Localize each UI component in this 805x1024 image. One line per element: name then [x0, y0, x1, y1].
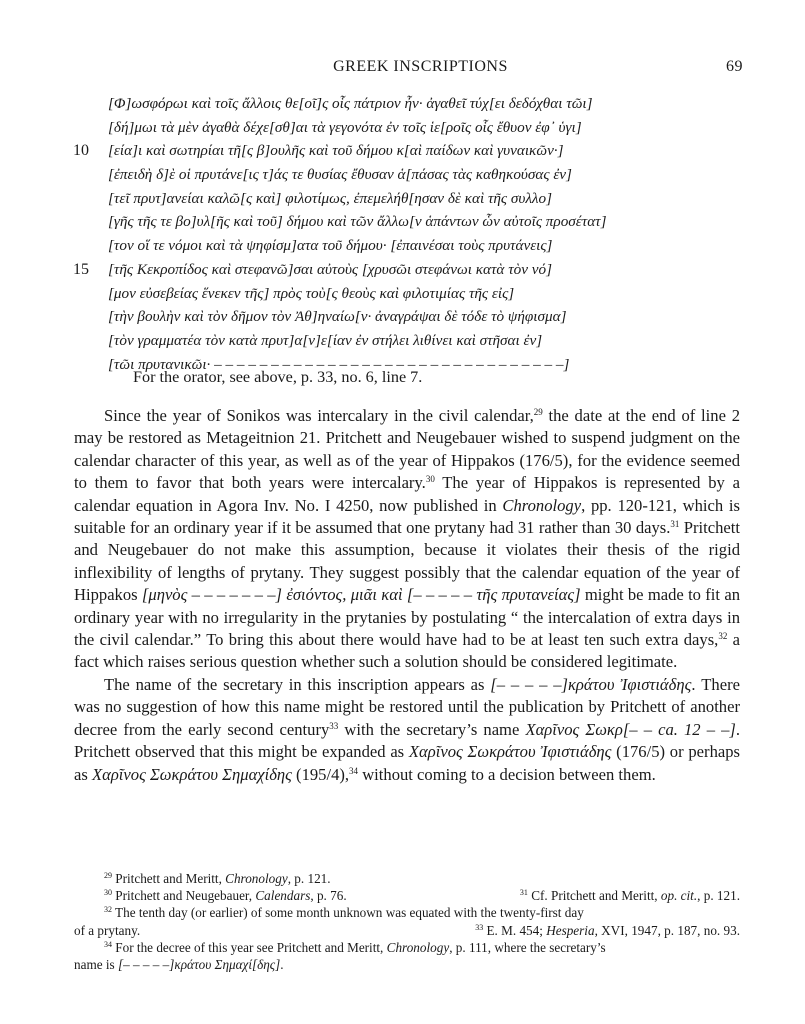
greek-name-option-1: Χαρῖνος Σωκράτου Ἰφιστιάδης	[408, 742, 612, 762]
inscription-line-text: [τον οἵ τε νόμοι καὶ τὰ ψηφίσμ]ατα τοῦ δήμου· [ἐπαινέσαι τοὺς πρυτάνεις]	[108, 237, 553, 255]
fn29-post: , p. 121.	[287, 871, 331, 886]
p2-text-6: (195/4),	[291, 764, 350, 784]
footnote-ref-30: 30	[425, 474, 435, 485]
line-number: 10	[73, 142, 89, 160]
fn33-italic: Hesperia	[546, 922, 595, 938]
inscription-line-text: [ἐπειδὴ δ]ὲ οἱ πρυτάνε[ις τ]άς τε θυσίας ἔθυσαν ἁ[πάσας τὰς καθηκούσας ἐν]	[108, 166, 572, 184]
inscription-line	[0, 189, 805, 213]
fn30-post: , p. 76.	[310, 888, 347, 904]
inscription-line-text: [δή]μωι τὰ μὲν ἀγαθὰ δέχε[σθ]αι τὰ γεγονότα ἐν τοῖς ἱε[ροῖς οἷς ἔθυον ἐφ᾽ ὑγι]	[108, 118, 582, 136]
inscription-line-text: [μον εὐσεβείας ἕνεκεν τῆς] πρὸς τοὺ[ς θεοὺς καὶ φιλοτιμίας τῆς εἰς]	[108, 284, 515, 302]
fn32-line2: of a prytany.	[74, 922, 141, 938]
fn34-greek: [– – – – –]κράτου Σημαχί[δης]	[117, 957, 281, 973]
footnote-29	[74, 870, 740, 887]
fn30-italic: Calendars	[255, 888, 311, 904]
footnote-33	[475, 922, 740, 939]
p2-text-4: . Pritchett observed that this might be expanded as	[74, 719, 740, 762]
fn31-post: , p. 121.	[697, 888, 740, 904]
body-text	[74, 405, 740, 786]
fn32-num: 32	[104, 905, 112, 915]
inscription-line-text: [τῆς Κεκροπίδος καὶ στεφανῶ]σαι αὐτοὺς [χρυσῶι στεφάνωι κατὰ τὸν νό]	[108, 260, 553, 278]
greek-secretary-name: [– – – – –]κράτου Ἰφιστιάδης	[490, 674, 692, 694]
fn30-pre: Pritchett and Neugebauer,	[112, 888, 256, 904]
paragraph-2	[74, 674, 740, 786]
fn33-num: 33	[475, 922, 484, 932]
inscription-line	[0, 94, 805, 118]
p2-text-3: with the secretary’s name	[338, 719, 526, 739]
header-title: GREEK INSCRIPTIONS	[333, 58, 508, 75]
fn31-pre: Cf. Pritchett and Meritt,	[527, 888, 661, 904]
chronology-title: Chronology	[502, 495, 582, 515]
inscription-line	[0, 331, 805, 355]
line-number: 15	[73, 260, 89, 278]
inscription-line	[0, 307, 805, 331]
paragraph-1	[74, 405, 740, 674]
p2-text-5: (176/5) or perhaps as	[74, 742, 740, 784]
footnote-ref-31: 31	[670, 519, 680, 530]
inscription-line-text: [εία]ι καὶ σωτηρίαι τῆ[ς β]ουλῆς καὶ τοῦ δήμου κ[αὶ παίδων καὶ γυναικῶν·]	[108, 142, 564, 160]
p1-text-7: a fact which raises serious question whether such a solution should be considered legitimate.	[74, 630, 740, 672]
p2-text-7: without coming to a decision between them.	[358, 764, 656, 784]
footnote-32	[74, 904, 740, 921]
greek-name-fragment: Χαρῖνος Σωκρ[– – ca. 12 – –]	[525, 719, 736, 739]
fn34-num: 34	[104, 939, 112, 949]
fn29-num: 29	[104, 871, 112, 880]
fn33-post: , XVI, 1947, p. 187, no. 93.	[594, 922, 740, 938]
greek-name-option-2: Χαρῖνος Σωκράτου Σημαχίδης	[91, 764, 292, 784]
inscription-line-text: [τῶι πρυτανικῶι· – – – – – – – – – – – – – – – – – – – – – – – – – – – – – – –]	[108, 355, 570, 373]
inscription-line-text: [τὸν γραμματέα τὸν κατὰ πρυτ]α[ν]ε[ίαν ἐν στήλει λιθίνει καὶ στῆσαι ἐν]	[108, 331, 543, 349]
footnote-30	[104, 887, 347, 904]
fn34-line1b: , p. 111, where the secretary’s	[449, 939, 606, 955]
fn32-line1: The tenth day (or earlier) of some month unknown was equated with the twenty-first day	[112, 905, 584, 921]
fn30-num: 30	[104, 888, 112, 898]
inscription-line-text: [τὴν βουλὴν καὶ τὸν δῆμον τὸν Ἀθ]ηναίω[ν· ἀναγράψαι δὲ τόδε τὸ ψήφισμα]	[108, 308, 567, 326]
p1-text-1: Since the year of Sonikos was intercalary in the civil calendar,	[104, 406, 534, 425]
p2-text-1: The name of the secretary in this inscription appears as	[104, 674, 491, 694]
footnotes	[74, 870, 740, 973]
fn29-italic: Chronology	[225, 871, 288, 886]
footnote-ref-34: 34	[349, 765, 359, 776]
p1-text-4: , pp. 120-121, which is suitable for an ordinary year if it be assumed that one prytany had 31 rather than 30 days.	[74, 495, 740, 538]
orator-note: For the orator, see above, p. 33, no. 6, line 7.	[133, 368, 423, 386]
fn31-num: 31	[519, 888, 528, 898]
greek-calendar-equation: [μηνὸς – – – – – – –] ἐσιόντος, μιᾶι καὶ [– – – – – τῆς πρυτανείας]	[141, 585, 581, 605]
footnote-ref-33: 33	[329, 720, 339, 731]
inscription-line-text: [γῆς τῆς τε βο]υλ[ῆς καὶ τοῦ] δήμου καὶ τῶν ἄλλω[ν ἁπάντων ὧν αὐτοῖς προσέτατ]	[108, 213, 607, 231]
p1-text-6: might be made to fit an ordinary year with no irregularity in the prytanies by postulating “ the intercalation of extra days in the civil calendar.” To bring this about there would have had to be at least ten such extra days,	[74, 585, 740, 650]
fn34-line1: For the decree of this year see Pritchett and Meritt,	[112, 939, 387, 955]
inscription-line	[0, 260, 805, 284]
fn31-italic: op. cit.	[660, 888, 698, 904]
footnote-34-cont	[74, 956, 740, 973]
footnote-row-32-33	[74, 922, 740, 939]
inscription-line	[0, 284, 805, 308]
p2-text-2: . There was no suggestion of how this name might be restored until the publication by Pritchett of another decree from the early second century	[74, 674, 740, 739]
inscription-line-text: [Φ]ωσφόρωι καὶ τοῖς ἄλλοις θε[οῖ]ς οἷς πάτριον ἦν· ἀγαθεῖ τύχ[ει δεδόχθαι τῶι]	[108, 95, 593, 112]
inscription-text	[0, 94, 805, 378]
page-number: 69	[726, 58, 743, 75]
inscription-line	[0, 236, 805, 260]
inscription-line	[0, 141, 805, 165]
footnote-34	[74, 939, 740, 956]
footnote-row-30-31	[74, 887, 740, 904]
p1-text-2: the date at the end of line 2 may be restored as Metageitnion 21. Pritchett and Neugebauer wished to suspend judgment on the calendar character of this year, as well as of the year of Hippakos (176/5), for the evidence seemed to them to favor that both years were intercalary.	[74, 406, 740, 493]
fn34-italic: Chronology	[386, 939, 450, 955]
fn33-pre: E. M. 454;	[483, 922, 547, 938]
inscription-line	[0, 165, 805, 189]
fn29-pre: Pritchett and Meritt,	[112, 871, 226, 886]
footnote-31	[520, 887, 740, 904]
footnote-ref-29: 29	[533, 407, 543, 417]
inscription-line	[0, 212, 805, 236]
footnote-ref-32: 32	[718, 631, 728, 642]
p1-text-3: The year of Hippakos is represented by a calendar equation in Agora Inv. No. I 4250, now published in	[74, 473, 740, 515]
inscription-line	[0, 118, 805, 142]
running-header	[98, 58, 743, 82]
inscription-line-text: [τεῖ πρυτ]ανείαι καλῶ[ς καὶ] φιλοτίμως, ἐπεμελήθ[ησαν δὲ καὶ τῆς συλλο]	[108, 189, 553, 207]
fn34-line2b: .	[280, 957, 284, 973]
fn34-line2a: name is	[74, 957, 118, 973]
p1-text-5: Pritchett and Neugebauer do not make this assumption, because it violates their thesis of the rigid inflexibility of lengths of prytany. They suggest possibly that the calendar equation of the year of Hippakos	[74, 518, 740, 605]
